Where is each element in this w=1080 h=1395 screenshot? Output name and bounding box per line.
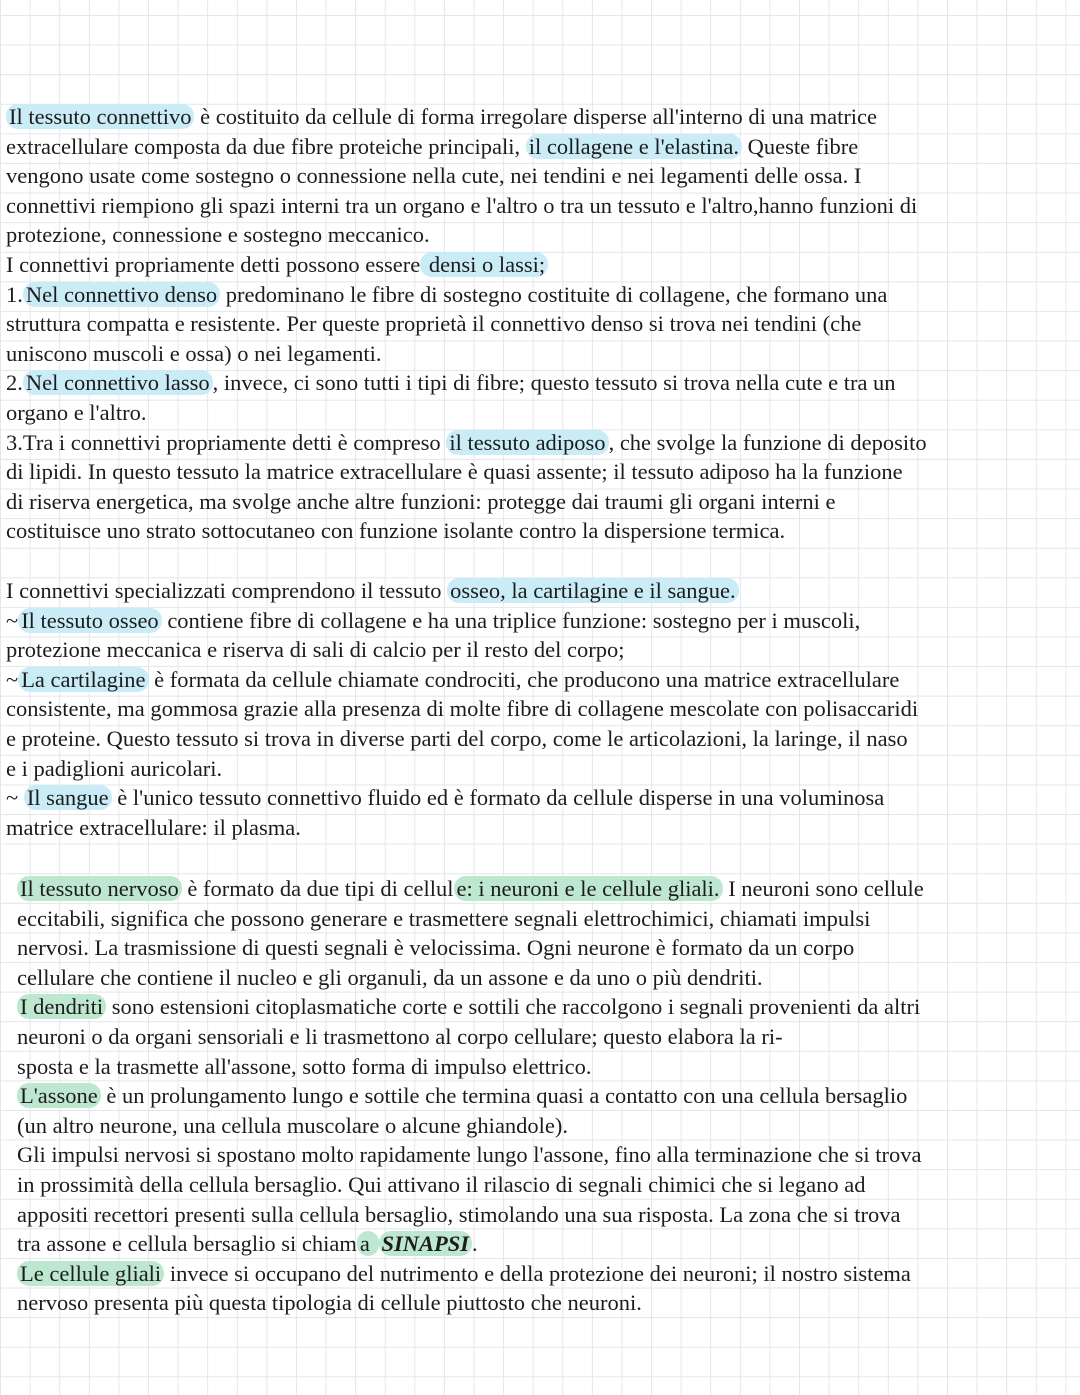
- text-line: [6, 339, 1078, 369]
- text-run: (un altro neurone, una cellula muscolare o alcune ghiandole).: [17, 1112, 569, 1138]
- text-run: di riserva energetica, ma svolge anche altre funzioni: protegge dai traumi gli organi interni e: [6, 488, 836, 514]
- text-run: in prossimità della cellula bersaglio. Qui attivano il rilascio di segnali chimici che si legano ad: [17, 1171, 866, 1197]
- text-run: e i padiglioni auricolari.: [6, 755, 223, 781]
- text-run: , invece, ci sono tutti i tipi di fibre; questo tessuto si trova nella cute e tra un: [212, 370, 896, 396]
- text-run: ~: [6, 666, 19, 692]
- text-line: [6, 280, 1078, 310]
- text-line: [17, 963, 1077, 993]
- text-run: protezione meccanica e riserva di sali di calcio per il resto del corpo;: [6, 637, 625, 663]
- text-run: 2.: [6, 370, 23, 396]
- highlighted-term: I dendriti: [17, 994, 106, 1019]
- text-line: [17, 1022, 1077, 1052]
- text-run: di lipidi. In questo tessuto la matrice extracellulare è quasi assente; il tessuto adiposo ha la funzione: [6, 459, 903, 485]
- highlighted-term: Nel connettivo denso: [23, 282, 220, 307]
- text-run: connettivi riempiono gli spazi interni tra un organo e l'altro o tra un tessuto e l'altro,hanno funzioni di: [6, 192, 918, 218]
- text-line: [17, 933, 1077, 963]
- text-line: [6, 132, 1078, 162]
- text-run: contiene fibre di collagene e ha una triplice funzione: sostegno per i muscoli,: [161, 607, 861, 633]
- text-run: è l'unico tessuto connettivo fluido ed è formato da cellule disperse in una voluminosa: [111, 785, 885, 811]
- text-run: appositi recettori presenti sulla cellula bersaglio, stimolando una sua risposta. La zona che si trova: [17, 1201, 901, 1227]
- text-line: [17, 874, 1077, 904]
- highlighted-term: a: [357, 1231, 379, 1256]
- highlighted-term: Il tessuto connettivo: [6, 104, 194, 129]
- text-run: costituisce uno strato sottocutaneo con funzione isolante contro la dispersione termica.: [6, 518, 786, 544]
- text-run: è formato da due tipi di cellul: [181, 876, 454, 901]
- text-line: [6, 102, 1078, 132]
- text-run: extracellulare composta da due fibre proteiche principali,: [6, 133, 526, 159]
- highlighted-term: il tessuto adiposo: [446, 430, 608, 455]
- text-line: [6, 724, 1078, 754]
- text-run: eccitabili, significa che possono generare e trasmettere segnali elettrochimici, chiamati impulsi: [17, 905, 871, 931]
- highlighted-term: La cartilagine: [18, 667, 148, 692]
- text-line: [6, 457, 1078, 487]
- text-run: è formata da cellule chiamate condrociti, che producono una matrice extracellulare: [148, 666, 900, 692]
- text-run: 3.Tra i connettivi propriamente detti è compreso: [6, 429, 447, 455]
- text-run: sono estensioni citoplasmatiche corte e sottili che raccolgono i segnali provenienti da altri: [106, 994, 921, 1020]
- text-line: [6, 428, 1078, 458]
- text-run: vengono usate come sostegno o connessione nella cute, nei tendini e nei legamenti delle ossa. I: [6, 163, 862, 189]
- text-run: Queste fibre: [741, 133, 859, 159]
- text-run: invece si occupano del nutrimento e della protezione dei neuroni; il nostro sistema: [164, 1260, 911, 1286]
- text-line: [6, 635, 1078, 665]
- text-run: è costituito da cellule di forma irregolare disperse all'interno di una matrice: [194, 104, 878, 129]
- text-run: struttura compatta e resistente. Per queste proprietà il connettivo denso si trova nei tendini (che: [6, 311, 862, 337]
- text-line: [6, 161, 1078, 191]
- text-run: ~: [6, 607, 19, 633]
- text-line: [6, 516, 1078, 546]
- text-line: [6, 309, 1078, 339]
- text-line: [17, 1170, 1077, 1200]
- highlighted-term: osseo, la cartilagine e il sangue.: [447, 578, 739, 603]
- text-run: ~: [6, 785, 24, 811]
- text-line: [17, 904, 1077, 934]
- nervous-tissue-section: [17, 874, 1077, 1318]
- highlighted-term: Il tessuto osseo: [18, 608, 162, 633]
- text-run: sposta e la trasmette all'assone, sotto forma di impulso elettrico.: [17, 1053, 592, 1079]
- text-line: [17, 1229, 1077, 1259]
- highlighted-term: Il tessuto nervoso: [17, 876, 182, 901]
- text-line: [6, 665, 1078, 695]
- text-line: [6, 783, 1078, 813]
- text-line: [6, 220, 1078, 250]
- text-line: [6, 694, 1078, 724]
- text-line: [6, 368, 1078, 398]
- highlighted-term: e: i neuroni e le cellule gliali.: [454, 876, 723, 901]
- text-run: 1.: [6, 281, 23, 307]
- text-run: predominano le fibre di sostegno costituite di collagene, che formano una: [220, 281, 888, 307]
- highlighted-term: Le cellule gliali: [17, 1261, 164, 1286]
- text-run: I connettivi specializzati comprendono il tessuto: [6, 578, 448, 603]
- emphasized-term: SINAPSI: [379, 1231, 473, 1256]
- text-line: [17, 1288, 1077, 1318]
- text-line: [6, 191, 1078, 221]
- text-run: consistente, ma gommosa grazie alla presenza di molte fibre di collagene mescolate con polisaccaridi: [6, 696, 919, 722]
- text-run: , che svolge la funzione di deposito: [608, 429, 927, 455]
- highlighted-term: Il sangue: [24, 785, 112, 810]
- highlighted-term: L'assone: [17, 1083, 101, 1108]
- text-line: [6, 250, 1078, 280]
- text-line: [6, 487, 1078, 517]
- text-run: organo e l'altro.: [6, 399, 147, 425]
- text-line: [17, 992, 1077, 1022]
- text-line: [17, 1200, 1077, 1230]
- specialized-connective-section: [6, 576, 1078, 842]
- text-run: è un prolungamento lungo e sottile che termina quasi a contatto con una cellula bersaglio: [100, 1083, 908, 1109]
- highlighted-term: il collagene e l'elastina.: [526, 134, 742, 159]
- text-run: nervoso presenta più questa tipologia di cellule piuttosto che neuroni.: [17, 1290, 642, 1316]
- highlighted-term: Nel connettivo lasso: [23, 370, 213, 395]
- text-run: uniscono muscoli e ossa) o nei legamenti.: [6, 340, 382, 366]
- text-line: [17, 1111, 1077, 1141]
- text-line: [6, 754, 1078, 784]
- text-line: [6, 398, 1078, 428]
- connective-tissue-section: [6, 102, 1078, 546]
- text-run: tra assone e cellula bersaglio si chiam: [17, 1231, 357, 1257]
- text-line: [17, 1052, 1077, 1082]
- text-run: neuroni o da organi sensoriali e li trasmettono al corpo cellulare; questo elabora la ri-: [17, 1023, 783, 1049]
- text-line: [6, 813, 1078, 843]
- text-run: Gli impulsi nervosi si spostano molto rapidamente lungo l'assone, fino alla terminazione che si trova: [17, 1142, 922, 1168]
- text-run: .: [472, 1231, 478, 1257]
- text-run: protezione, connessione e sostegno meccanico.: [6, 222, 430, 248]
- text-line: [6, 606, 1078, 636]
- text-line: [17, 1259, 1077, 1289]
- text-line: [6, 576, 1078, 606]
- text-line: [17, 1140, 1077, 1170]
- text-run: nervosi. La trasmissione di questi segnali è velocissima. Ogni neurone è formato da un corpo: [17, 935, 855, 961]
- text-run: I connettivi propriamente detti possono essere: [6, 251, 421, 277]
- text-line: [17, 1081, 1077, 1111]
- highlighted-term: densi o lassi;: [420, 252, 548, 277]
- text-run: matrice extracellulare: il plasma.: [6, 814, 301, 840]
- text-run: cellulare che contiene il nucleo e gli organuli, da un assone e da uno o più dendriti.: [17, 964, 763, 990]
- text-run: e proteine. Questo tessuto si trova in diverse parti del corpo, come le articolazioni, la laringe, il naso: [6, 725, 908, 751]
- text-run: I neuroni sono cellule: [722, 876, 924, 901]
